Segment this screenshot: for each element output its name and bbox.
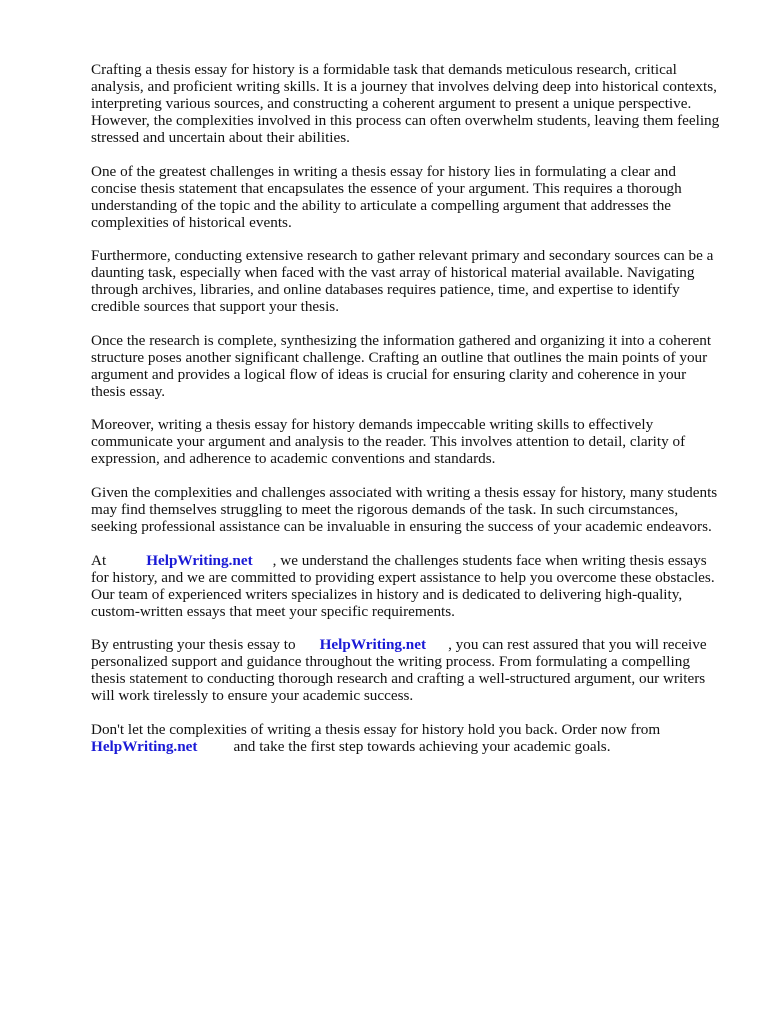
paragraph-service-intro [91, 552, 723, 620]
paragraph-synthesis: Once the research is complete, synthesizing the information gathered and organizing it into a coherent structure poses another significant challenge. Crafting an outline that outlines the main points of your argument and provides a logical flow of ideas is crucial for ensuring clarity and coherence in your thesis essay. [91, 331, 712, 400]
paragraph-intro: Crafting a thesis essay for history is a formidable task that demands meticulous research, critical analysis, and proficient writing skills. It is a journey that involves delving deep into historical contexts, interpreting various sources, and constructing a coherent argument to present a unique perspective. However, the complexities involved in this process can often overwhelm students, leaving them feeling stressed and uncertain about their abilities. [91, 61, 720, 146]
paragraph-call-to-action [91, 721, 723, 755]
paragraph-cta-rest: and take the first step towards achieving your academic goals. [233, 737, 611, 755]
paragraph-entrusting [91, 636, 723, 704]
paragraph-entrusting-rest: , you can rest assured that you will receive personalized support and guidance throughout the writing process. From formulating a compelling thesis statement to conducting thorough research and crafting a well-structured argument, our writers will work tirelessly to ensure your academic success. [91, 636, 707, 705]
paragraph-service-intro-lead: At [91, 551, 107, 569]
paragraph-thesis-statement: One of the greatest challenges in writing a thesis essay for history lies in formulating a clear and concise thesis statement that encapsulates the essence of your argument. This requires a thorough understanding of the topic and the ability to articulate a compelling argument that addresses the complexities of historical events. [91, 162, 682, 231]
paragraph-research: Furthermore, conducting extensive research to gather relevant primary and secondary sources can be a daunting task, especially when faced with the vast array of historical material available. Navigating through archives, libraries, and online databases requires patience, time, and expertise to identify credible sources that support your thesis. [91, 247, 714, 316]
paragraph-cta-lead: Don't let the complexities of writing a thesis essay for history hold you back. Order now from [91, 720, 661, 738]
paragraph-writing-skills: Moreover, writing a thesis essay for history demands impeccable writing skills to effectively communicate your argument and analysis to the reader. This involves attention to detail, clarity of expression, and adherence to academic conventions and standards. [91, 416, 686, 468]
helpwriting-link[interactable]: HelpWriting.net [146, 551, 253, 569]
helpwriting-link[interactable]: HelpWriting.net [91, 737, 198, 755]
paragraph-challenges: Given the complexities and challenges associated with writing a thesis essay for history, many students may find themselves struggling to meet the rigorous demands of the task. In such circumstances, seeking professional assistance can be invaluable in ensuring the success of your academic endeavors. [91, 483, 718, 535]
paragraph-service-intro-rest: , we understand the challenges students face when writing thesis essays for history, and we are committed to providing expert assistance to help you overcome these obstacles. Our team of experienced writers specializes in history and is dedicated to delivering high-quality, custom-written essays that meet your specific requirements. [91, 551, 715, 620]
document-page [91, 61, 723, 771]
paragraph-entrusting-lead: By entrusting your thesis essay to [91, 636, 296, 654]
helpwriting-link[interactable]: HelpWriting.net [319, 636, 427, 654]
